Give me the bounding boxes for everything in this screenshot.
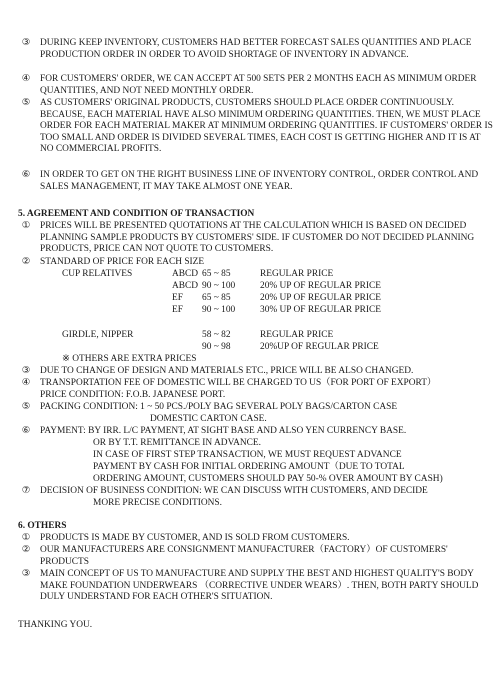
- item-number: ①: [21, 221, 31, 231]
- section-heading: 6. OTHERS: [18, 521, 67, 531]
- item-text: DECISION OF BUSINESS CONDITION: WE CAN DISCUSS WITH CUSTOMERS, AND DECIDE: [40, 486, 428, 496]
- size-cell: EF: [172, 305, 183, 315]
- product-cell: GIRDLE, NIPPER: [62, 330, 134, 340]
- size-cell: ABCD: [172, 281, 199, 291]
- item-text: PRICE CONDITION: F.O.B. JAPANESE PORT.: [40, 390, 226, 400]
- item-text: MORE PRECISE CONDITIONS.: [93, 498, 222, 508]
- price-cell: 20% UP OF REGULAR PRICE: [260, 293, 382, 303]
- product-cell: CUP RELATIVES: [62, 269, 133, 279]
- price-cell: 20%UP OF REGULAR PRICE: [260, 342, 379, 352]
- closing-text: THANKING YOU.: [18, 620, 93, 630]
- section-heading: 5. AGREEMENT AND CONDITION OF TRANSACTION: [18, 209, 255, 219]
- item-number: ②: [21, 545, 31, 555]
- range-cell: 90 ~ 98: [202, 342, 231, 352]
- item-number: ④: [21, 378, 31, 388]
- item-text: DUE TO CHANGE OF DESIGN AND MATERIALS ETC., PRICE WILL BE ALSO CHANGED.: [40, 366, 414, 376]
- item-number: ②: [21, 257, 31, 267]
- item-number: ⑤: [21, 98, 31, 108]
- range-cell: 58 ~ 82: [202, 330, 231, 340]
- price-cell: REGULAR PRICE: [260, 330, 334, 340]
- item-number: ③: [21, 366, 31, 376]
- item-text: PAYMENT: BY IRR. L/C PAYMENT, AT SIGHT BASE AND ALSO YEN CURRENCY BASE.: [40, 426, 407, 436]
- item-text: PACKING CONDITION: 1 ~ 50 PCS./POLY BAG SEVERAL POLY BAGS/CARTON CASE: [40, 402, 398, 412]
- size-cell: ABCD: [172, 269, 199, 279]
- item-number: ⑥: [21, 426, 31, 436]
- price-cell: 20% UP OF REGULAR PRICE: [260, 281, 382, 291]
- item-number: ①: [21, 533, 31, 543]
- range-cell: 90 ~ 100: [202, 281, 236, 291]
- item-text: PRICES WILL BE PRESENTED QUOTATIONS AT THE CALCULATION WHICH IS BASED ON DECIDED PLANNING SAMPLE PRODUCTS BY CUSTOMERS' SIDE. IF CUSTOMER DO NOT DECIDED PLANNING PRODUCTS, PRICE CAN NOT QUOTE TO CUSTOMERS.: [40, 221, 475, 255]
- extra-price-note: ※ OTHERS ARE EXTRA PRICES: [62, 354, 197, 364]
- item-text: PAYMENT BY CASH FOR INITIAL ORDERING AMOUNT（DUE TO TOTAL: [93, 462, 405, 472]
- range-cell: 65 ~ 85: [202, 293, 231, 303]
- item-text: OR BY T.T. REMITTANCE IN ADVANCE.: [93, 438, 261, 448]
- item-text: PRODUCTS IS MADE BY CUSTOMER, AND IS SOLD FROM CUSTOMERS.: [40, 533, 350, 543]
- item-number: ⑥: [21, 170, 31, 180]
- item-text: AS CUSTOMERS' ORIGINAL PRODUCTS, CUSTOMERS SHOULD PLACE ORDER CONTINUOUSLY. BECAUSE, EACH MATERIAL HAVE ALSO MINIMUM ORDERING QUANTITIES. THEN, WE MUST PLACE ORDER FOR EACH MATERIAL MAKER AT MINIMUM ORDERING QUANTITIES. IF CUSTOMERS' ORDER IS TOO SMALL AND ORDER IS DIVIDED SEVERAL TIMES, EACH COST IS GETTING HIGHER AND IT IS AT NO COMMERCIAL PROFITS.: [40, 98, 493, 155]
- item-number: ④: [21, 74, 31, 84]
- item-text: STANDARD OF PRICE FOR EACH SIZE: [40, 257, 205, 267]
- size-cell: EF: [172, 293, 183, 303]
- item-text: TRANSPORTATION FEE OF DOMESTIC WILL BE CHARGED TO US（FOR PORT OF EXPORT）: [40, 378, 437, 388]
- price-cell: REGULAR PRICE: [260, 269, 334, 279]
- item-text: DURING KEEP INVENTORY, CUSTOMERS HAD BETTER FORECAST SALES QUANTITIES AND PLACE PRODUCTION ORDER IN ORDER TO AVOID SHORTAGE OF INVENTORY IN ADVANCE.: [40, 38, 472, 60]
- item-text: FOR CUSTOMERS' ORDER, WE CAN ACCEPT AT 500 SETS PER 2 MONTHS EACH AS MINIMUM ORDER QUANTITIES, AND NOT NEED MONTHLY ORDER.: [40, 74, 477, 96]
- range-cell: 65 ~ 85: [202, 269, 231, 279]
- item-text: MAIN CONCEPT OF US TO MANUFACTURE AND SUPPLY THE BEST AND HIGHEST QUALITY'S BODY MAKE FOUNDATION UNDERWEARS （CORRECTIVE UNDER WEARS）. THEN, BOTH PARTY SHOULD DULY UNDERSTAND FOR EACH OTHER'S SITUATION.: [40, 569, 479, 603]
- range-cell: 90 ~ 100: [202, 305, 236, 315]
- item-text: OUR MANUFACTURERS ARE CONSIGNMENT MANUFACTURER（FACTORY）OF CUSTOMERS' PRODUCTS: [40, 545, 448, 567]
- price-cell: 30% UP OF REGULAR PRICE: [260, 305, 382, 315]
- item-text: DOMESTIC CARTON CASE.: [150, 414, 267, 424]
- item-number: ③: [21, 38, 31, 48]
- item-number: ③: [21, 569, 31, 579]
- item-text: IN CASE OF FIRST STEP TRANSACTION, WE MUST REQUEST ADVANCE: [93, 450, 402, 460]
- item-number: ⑤: [21, 402, 31, 412]
- item-text: IN ORDER TO GET ON THE RIGHT BUSINESS LINE OF INVENTORY CONTROL, ORDER CONTROL AND SALES MANAGEMENT, IT MAY TAKE ALMOST ONE YEAR.: [40, 170, 479, 192]
- item-number: ⑦: [21, 486, 31, 496]
- item-text: ORDERING AMOUNT, CUSTOMERS SHOULD PAY 50-% OVER AMOUNT BY CASH): [93, 474, 443, 484]
